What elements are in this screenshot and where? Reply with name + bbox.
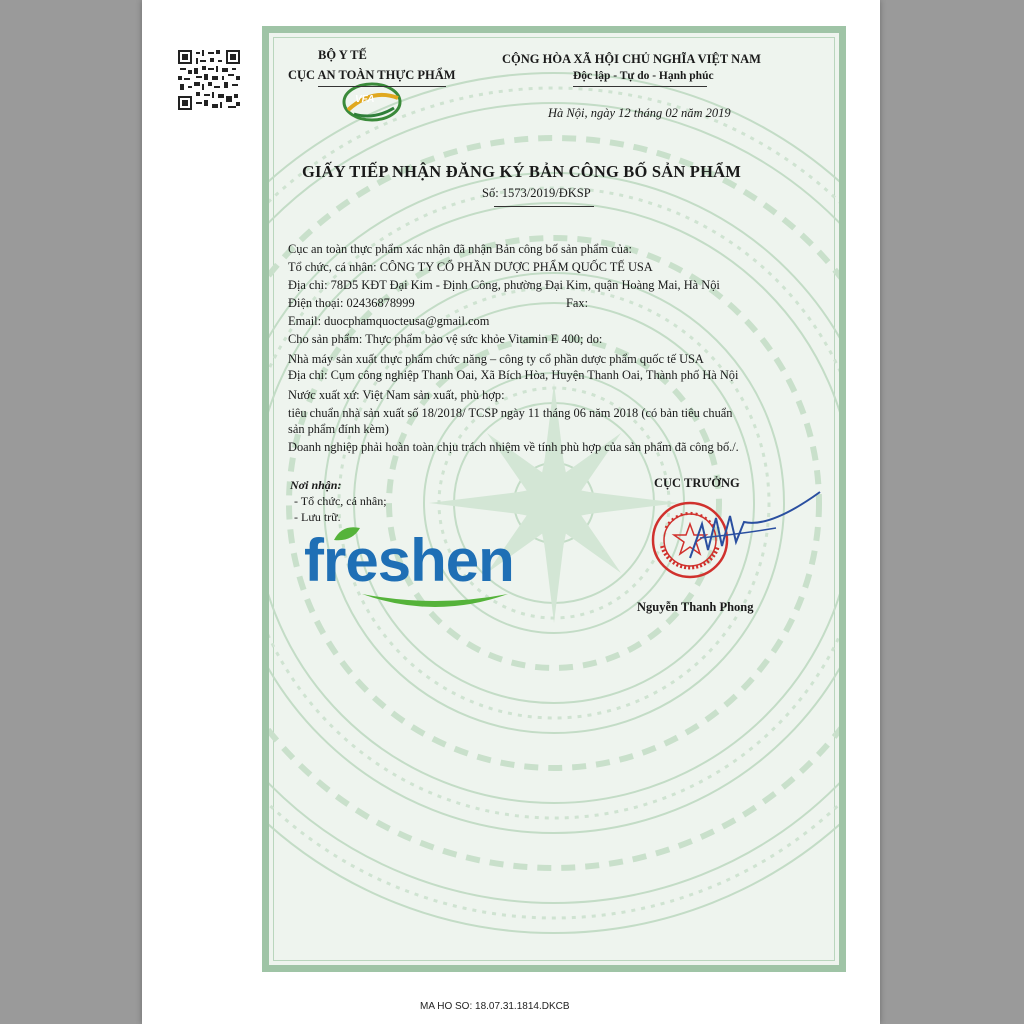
recipients-label: Nơi nhận: bbox=[290, 478, 342, 492]
body-line: Nước xuất xứ: Việt Nam sản xuất, phù hợp: bbox=[288, 388, 505, 402]
handwritten-signature bbox=[680, 488, 830, 572]
swoosh-icon bbox=[360, 590, 510, 612]
body-line: Tổ chức, cá nhân: CÔNG TY CỔ PHẦN DƯỢC PHẨM QUỐC TẾ USA bbox=[288, 260, 653, 274]
recipient-item: - Tổ chức, cá nhân; bbox=[294, 494, 387, 508]
issue-date: Hà Nội, ngày 12 tháng 02 năm 2019 bbox=[548, 106, 731, 120]
body-line: Địa chỉ: 78D5 KĐT Đại Kim - Định Công, phường Đại Kim, quận Hoàng Mai, Hà Nội bbox=[288, 278, 720, 292]
body-line: Cục an toàn thực phẩm xác nhận đã nhận Bản công bố sản phẩm của: bbox=[288, 242, 632, 256]
body-line: tiêu chuẩn nhà sản xuất số 18/2018/ TCSP ngày 11 tháng 06 năm 2018 (có bản tiêu chuẩn bbox=[288, 406, 733, 420]
body-line: sản phẩm đính kèm) bbox=[288, 422, 389, 436]
left-margin bbox=[0, 0, 142, 1024]
document-title: GIẤY TIẾP NHẬN ĐĂNG KÝ BẢN CÔNG BỐ SẢN PHẨM bbox=[302, 162, 742, 181]
brand-name: freshen bbox=[304, 527, 514, 594]
freshen-logo bbox=[304, 520, 554, 616]
body-line: Email: duocphamquocteusa@gmail.com bbox=[288, 314, 490, 328]
national-motto: Độc lập - Tự do - Hạnh phúc bbox=[573, 70, 714, 82]
country-name: CỘNG HÒA XÃ HỘI CHỦ NGHĨA VIỆT NAM bbox=[502, 52, 761, 66]
vfa-logo-text: VFA bbox=[355, 94, 375, 105]
header-left-rule bbox=[318, 86, 446, 87]
signer-title: CỤC TRƯỞNG bbox=[654, 476, 740, 490]
right-margin bbox=[880, 0, 1024, 1024]
body-line: Cho sản phẩm: Thực phẩm bảo vệ sức khỏe Vitamin E 400; do: bbox=[288, 332, 603, 346]
fax-label: Fax: bbox=[566, 296, 589, 310]
body-line: Điện thoại: 02436878999 bbox=[288, 296, 415, 310]
title-rule bbox=[494, 206, 594, 207]
file-code: MA HO SO: 18.07.31.1814.DKCB bbox=[420, 1001, 570, 1012]
document-number: Số: 1573/2019/ĐKSP bbox=[482, 186, 591, 200]
recipient-item: - Lưu trữ. bbox=[294, 510, 341, 524]
department-name: CỤC AN TOÀN THỰC PHẨM bbox=[288, 68, 456, 82]
header-right-rule bbox=[573, 86, 707, 87]
ministry-name: BỘ Y TẾ bbox=[318, 48, 367, 62]
body-line: Doanh nghiệp phải hoàn toàn chịu trách nhiệm về tính phù hợp của sản phẩm đã công bố./. bbox=[288, 440, 739, 454]
qr-code bbox=[176, 48, 242, 112]
body-line: Địa chỉ: Cụm công nghiệp Thanh Oai, Xã Bích Hòa, Huyện Thanh Oai, Thành phố Hà Nội bbox=[288, 368, 739, 382]
body-line: Nhà máy sản xuất thực phẩm chức năng – công ty cổ phần dược phẩm quốc tế USA bbox=[288, 352, 704, 366]
signer-name: Nguyễn Thanh Phong bbox=[637, 600, 754, 614]
